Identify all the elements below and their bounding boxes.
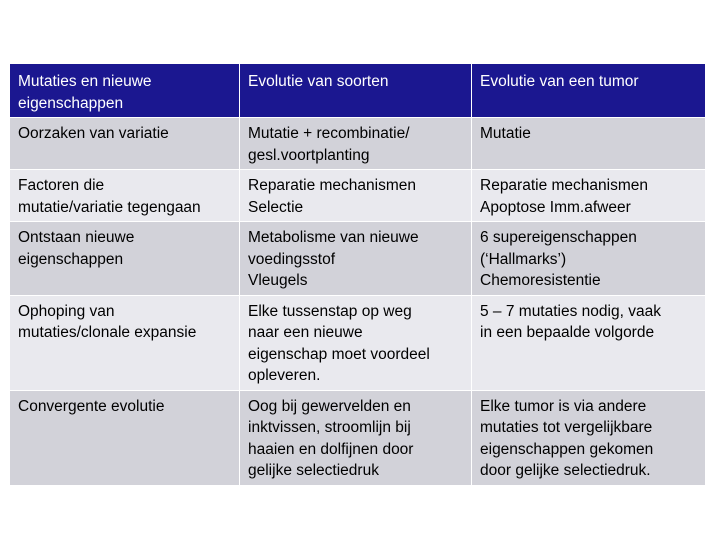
header-cell-mutations [10, 64, 240, 118]
table-cell [472, 295, 706, 390]
cell-text: 6 supereigenschappen [480, 229, 637, 246]
cell-text: gesl.voortplanting [248, 146, 370, 164]
cell-text: Oog bij gewervelden en [248, 397, 411, 415]
table-cell [240, 222, 472, 296]
cell-text: door gelijke selectiedruk. [480, 462, 651, 479]
cell-text: haaien en dolfijnen door [248, 440, 414, 458]
table-cell [472, 118, 706, 170]
cell-text: Evolutie van soorten [248, 73, 389, 90]
table-row [10, 295, 706, 390]
cell-text: mutaties tot vergelijkbare [480, 419, 653, 436]
cell-text: Reparatie mechanismen [480, 177, 649, 194]
table-row [10, 222, 706, 296]
table-cell [10, 390, 240, 485]
cell-text: Apoptose Imm.afweer [480, 198, 631, 216]
cell-text: inktvissen, stroomlijn bij [248, 419, 411, 436]
cell-text: Chemoresistentie [480, 272, 601, 289]
cell-text: opleveren. [248, 367, 321, 384]
table-cell [240, 295, 472, 390]
cell-text: mutatie/variatie tegengaan [18, 198, 201, 216]
cell-text: Mutatie [480, 125, 531, 142]
cell-text: Evolutie van een tumor [480, 73, 639, 90]
cell-text: Ophoping van [18, 302, 115, 320]
cell-text: naar een nieuwe [248, 324, 363, 341]
cell-text: eigenschappen gekomen [480, 440, 654, 458]
cell-text: Reparatie mechanismen [248, 177, 417, 194]
cell-text: Selectie [248, 198, 304, 216]
cell-text: Convergente evolutie [18, 397, 165, 415]
table-cell [240, 170, 472, 222]
cell-text: Factoren die [18, 177, 105, 194]
table-cell [10, 295, 240, 390]
cell-text: Oorzaken van variatie [18, 125, 169, 142]
cell-text: 5 – 7 mutaties nodig, vaak [480, 302, 661, 320]
table-cell [10, 222, 240, 296]
cell-text: eigenschappen [18, 250, 124, 268]
comparison-table [9, 63, 706, 486]
table-cell [240, 390, 472, 485]
table-row [10, 170, 706, 222]
table-row [10, 118, 706, 170]
table-cell [10, 118, 240, 170]
cell-text: Metabolisme van nieuwe [248, 229, 419, 246]
cell-text: Mutatie + recombinatie/ [248, 125, 410, 142]
cell-text: gelijke selectiedruk [248, 462, 379, 479]
table-cell [472, 390, 706, 485]
table-cell [472, 222, 706, 296]
table-row [10, 390, 706, 485]
cell-text: in een bepaalde volgorde [480, 324, 655, 341]
cell-text: Mutaties en nieuwe [18, 73, 152, 90]
cell-text: (‘Hallmarks’) [480, 250, 567, 268]
cell-text: mutaties/clonale expansie [18, 324, 197, 341]
header-cell-tumor-evolution [472, 64, 706, 118]
table-cell [472, 170, 706, 222]
table-cell [10, 170, 240, 222]
cell-text: Ontstaan nieuwe [18, 229, 135, 246]
header-cell-species-evolution [240, 64, 472, 118]
cell-text: voedingsstof [248, 250, 336, 268]
cell-text: eigenschappen [18, 94, 124, 112]
cell-text: Elke tussenstap op weg [248, 302, 412, 320]
cell-text: eigenschap moet voordeel [248, 345, 430, 363]
table-cell [240, 118, 472, 170]
cell-text: Vleugels [248, 272, 308, 289]
table-header-row [10, 64, 706, 118]
cell-text: Elke tumor is via andere [480, 397, 647, 415]
